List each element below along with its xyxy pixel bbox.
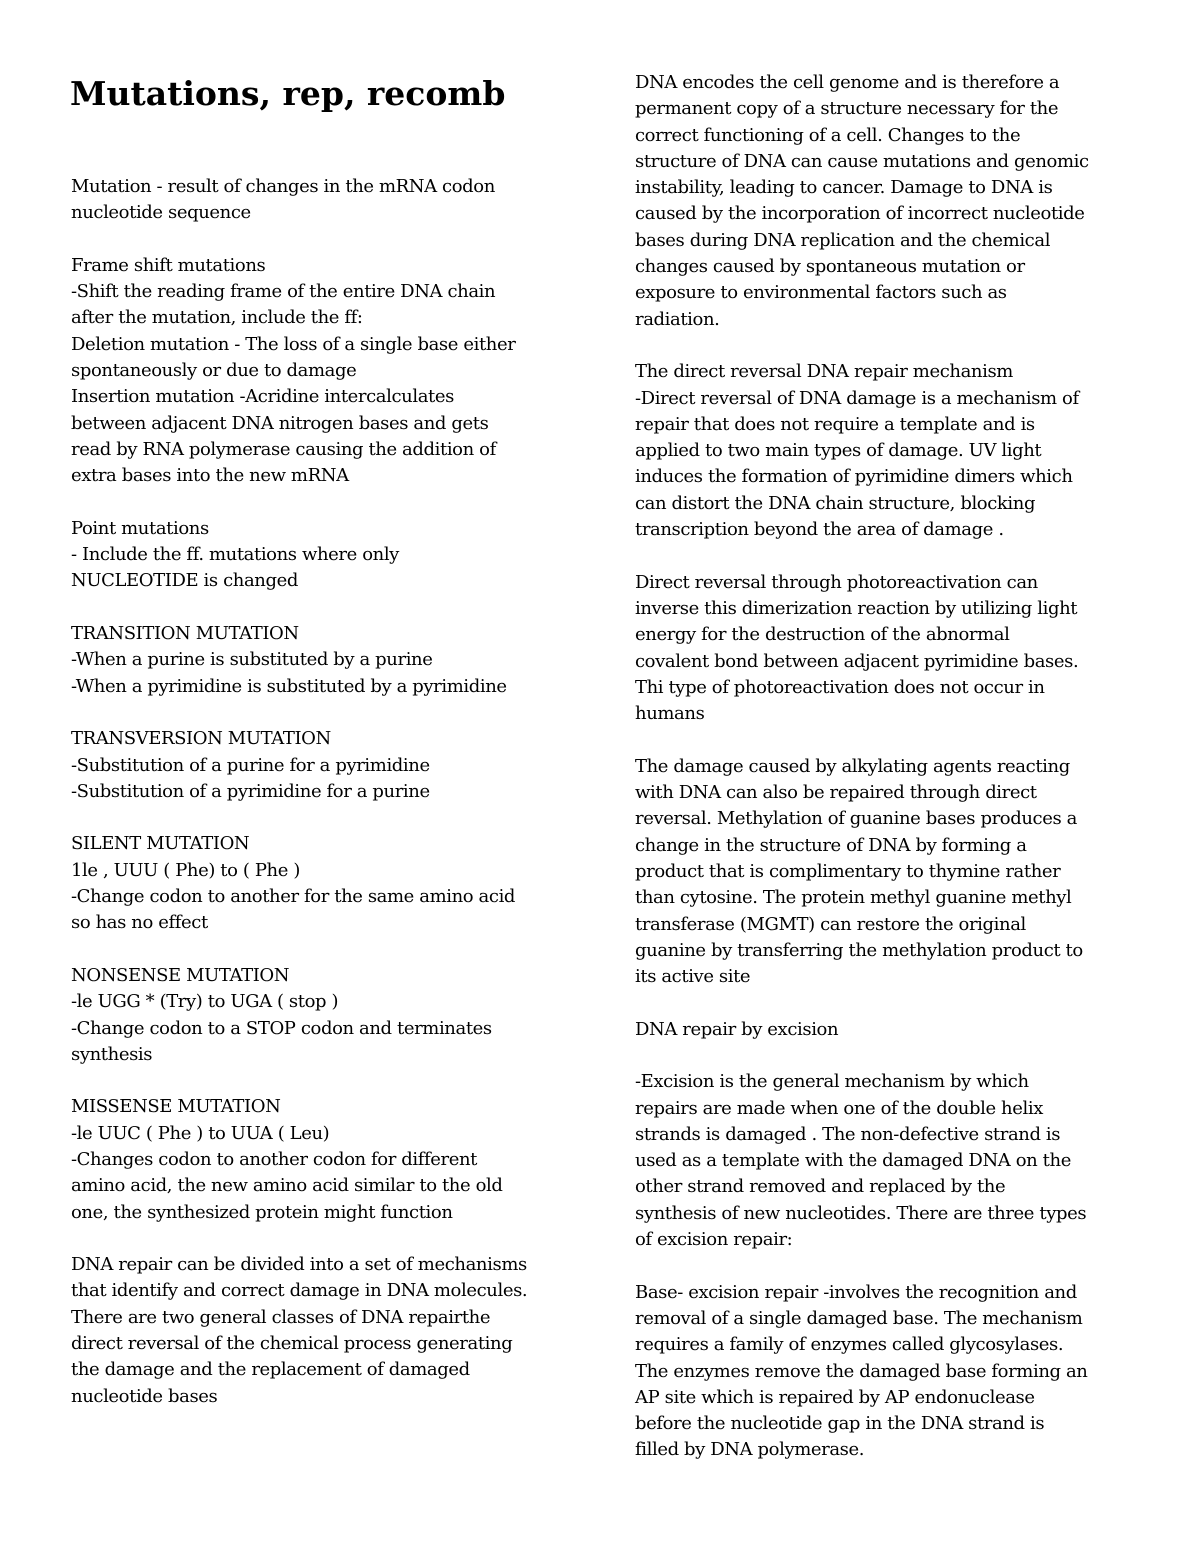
paragraph xyxy=(71,726,576,805)
text-line: caused by the incorporation of incorrect nucleotide xyxy=(635,203,1085,225)
text-line: The damage caused by alkylating agents reacting xyxy=(635,755,1070,777)
text-line: used as a template with the damaged DNA on the xyxy=(635,1150,1071,1172)
text-line: can distort the DNA chain structure, blocking xyxy=(635,492,1036,514)
text-line: humans xyxy=(635,703,705,725)
text-line: radiation. xyxy=(635,308,720,330)
text-line: Mutation - result of changes in the mRNA codon xyxy=(71,176,495,197)
text-line: synthesis xyxy=(71,1043,153,1065)
text-line: repairs are made when one of the double helix xyxy=(635,1097,1043,1119)
text-line: The enzymes remove the damaged base forming an xyxy=(635,1360,1088,1382)
text-line: changes caused by spontaneous mutation or xyxy=(635,256,1025,278)
paragraph xyxy=(635,1017,1135,1043)
text-line: - Include the ff. mutations where only xyxy=(71,544,399,566)
document-title: Mutations, rep, recomb xyxy=(70,74,506,113)
text-line: spontaneously or due to damage xyxy=(71,360,357,382)
text-line: change in the structure of DNA by forming a xyxy=(635,834,1027,856)
text-line: one, the synthesized protein might function xyxy=(71,1201,453,1223)
paragraph xyxy=(635,70,1135,333)
paragraph xyxy=(71,253,576,490)
text-line: -le UGG * (Try) to UGA ( stop ) xyxy=(71,991,339,1013)
text-line: -le UUC ( Phe ) to UUA ( Leu) xyxy=(71,1122,330,1144)
text-line: -Substitution of a pyrimidine for a purine xyxy=(71,780,430,802)
text-line: Insertion mutation -Acridine intercalculates xyxy=(71,386,454,408)
text-line: reversal. Methylation of guanine bases produces a xyxy=(635,808,1077,830)
text-line: direct reversal of the chemical process generating xyxy=(71,1333,513,1355)
text-line: instability, leading to cancer. Damage to DNA is xyxy=(635,177,1053,199)
text-line: -Change codon to a STOP codon and terminates xyxy=(71,1017,492,1039)
text-line: transferase (MGMT) can restore the original xyxy=(635,913,1026,935)
text-line: Point mutations xyxy=(71,517,209,539)
text-line: applied to two main types of damage. UV light xyxy=(635,440,1042,462)
text-line: extra bases into the new mRNA xyxy=(71,465,349,487)
paragraph xyxy=(71,1094,576,1225)
left-column xyxy=(71,174,576,1436)
text-line: inverse this dimerization reaction by utilizing light xyxy=(635,597,1078,619)
text-line: The direct reversal DNA repair mechanism xyxy=(635,361,1013,383)
paragraph xyxy=(71,963,576,1068)
text-line: requires a family of enzymes called glycosylases. xyxy=(635,1334,1064,1356)
text-line: covalent bond between adjacent pyrimidine bases. xyxy=(635,650,1079,672)
text-line: SILENT MUTATION xyxy=(71,833,250,855)
text-line: 1le , UUU ( Phe) to ( Phe ) xyxy=(71,859,300,881)
text-line: -When a purine is substituted by a purine xyxy=(71,649,433,671)
text-line: exposure to environmental factors such as xyxy=(635,282,1007,304)
text-line: filled by DNA polymerase. xyxy=(635,1439,865,1461)
paragraph xyxy=(71,1252,576,1410)
text-line: before the nucleotide gap in the DNA strand is xyxy=(635,1413,1045,1435)
paragraph xyxy=(635,1069,1135,1253)
text-line: between adjacent DNA nitrogen bases and gets xyxy=(71,412,489,434)
text-line: guanine by transferring the methylation product to xyxy=(635,939,1083,961)
text-line: other strand removed and replaced by the xyxy=(635,1176,1006,1198)
text-line: -Substitution of a purine for a pyrimidine xyxy=(71,754,430,776)
text-line: -Excision is the general mechanism by which xyxy=(635,1071,1029,1093)
text-line: amino acid, the new amino acid similar to the old xyxy=(71,1175,503,1197)
text-line: product that is complimentary to thymine rather xyxy=(635,860,1061,882)
paragraph xyxy=(71,516,576,595)
text-line: transcription beyond the area of damage . xyxy=(635,519,1004,541)
text-line: AP site which is repaired by AP endonuclease xyxy=(635,1386,1035,1408)
text-line: read by RNA polymerase causing the addition of xyxy=(71,438,496,460)
text-line: the damage and the replacement of damaged xyxy=(71,1359,470,1381)
text-line: than cytosine. The protein methyl guanine methyl xyxy=(635,887,1072,909)
text-line: induces the formation of pyrimidine dimers which xyxy=(635,466,1073,488)
text-line: energy for the destruction of the abnormal xyxy=(635,624,1010,646)
text-line: repair that does not require a template and is xyxy=(635,413,1035,435)
text-line: Frame shift mutations xyxy=(71,254,266,276)
text-line: -Shift the reading frame of the entire DNA chain xyxy=(71,281,496,303)
text-line: TRANSITION MUTATION xyxy=(71,623,299,645)
text-line: nucleotide bases xyxy=(71,1385,218,1407)
text-line: DNA encodes the cell genome and is therefore a xyxy=(635,72,1060,93)
text-line: There are two general classes of DNA repairthe xyxy=(71,1306,491,1328)
paragraph xyxy=(71,621,576,700)
right-column xyxy=(635,70,1135,1490)
text-line: so has no effect xyxy=(71,912,208,934)
text-line: with DNA can also be repaired through direct xyxy=(635,782,1037,804)
paragraph xyxy=(635,570,1135,728)
paragraph xyxy=(71,831,576,936)
text-line: MISSENSE MUTATION xyxy=(71,1096,281,1118)
text-line: its active site xyxy=(635,966,751,988)
text-line: -Direct reversal of DNA damage is a mechanism of xyxy=(635,387,1079,409)
text-line: NONSENSE MUTATION xyxy=(71,964,290,986)
text-line: after the mutation, include the ff: xyxy=(71,307,363,329)
text-line: -When a pyrimidine is substituted by a pyrimidine xyxy=(71,675,507,697)
text-line: permanent copy of a structure necessary for the xyxy=(635,98,1059,120)
text-line: DNA repair by excision xyxy=(635,1018,839,1040)
text-line: NUCLEOTIDE is changed xyxy=(71,570,298,592)
text-line: nucleotide sequence xyxy=(71,202,251,224)
text-line: TRANSVERSION MUTATION xyxy=(71,728,331,750)
text-line: Direct reversal through photoreactivation can xyxy=(635,571,1038,593)
text-line: Thi type of photoreactivation does not occur in xyxy=(635,676,1045,698)
paragraph xyxy=(71,174,576,227)
text-line: structure of DNA can cause mutations and genomic xyxy=(635,150,1089,172)
text-line: that identify and correct damage in DNA molecules. xyxy=(71,1280,528,1302)
text-line: of excision repair: xyxy=(635,1229,793,1251)
paragraph xyxy=(635,1280,1135,1464)
text-line: bases during DNA replication and the chemical xyxy=(635,229,1051,251)
text-line: DNA repair can be divided into a set of mechanisms xyxy=(71,1254,527,1276)
paragraph xyxy=(635,754,1135,991)
text-line: synthesis of new nucleotides. There are three types xyxy=(635,1202,1087,1224)
paragraph xyxy=(635,359,1135,543)
text-line: Base- excision repair -involves the recognition and xyxy=(635,1281,1077,1303)
text-line: Deletion mutation - The loss of a single base either xyxy=(71,333,516,355)
text-line: -Change codon to another for the same amino acid xyxy=(71,886,516,908)
text-line: removal of a single damaged base. The mechanism xyxy=(635,1307,1083,1329)
text-line: -Changes codon to another codon for different xyxy=(71,1148,478,1170)
text-line: strands is damaged . The non-defective strand is xyxy=(635,1123,1061,1145)
text-line: correct functioning of a cell. Changes to the xyxy=(635,124,1021,146)
